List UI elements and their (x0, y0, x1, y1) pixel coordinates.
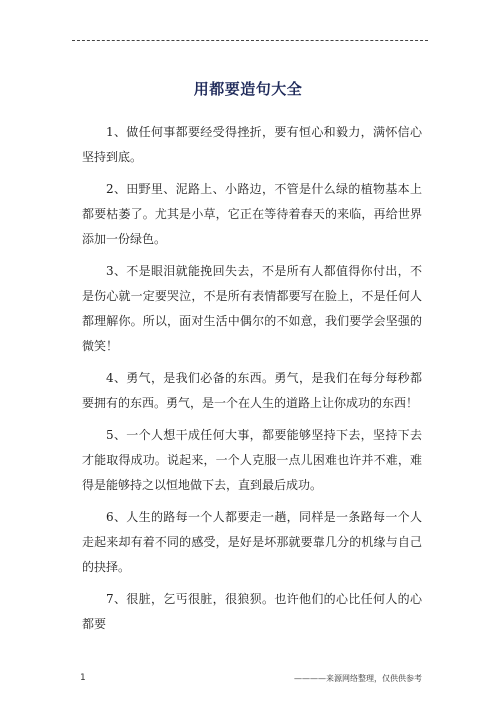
footer-page-number: 1 (80, 673, 86, 683)
document-title: 用都要造句大全 (193, 80, 303, 98)
paragraph-2: 2、田野里、泥路上、小路边，不管是什么绿的植物基本上都要枯萎了。尤其是小草，它正在等待着春天的来临，再给世界添加一份绿色。 (82, 182, 422, 246)
header-dashed-rule (72, 40, 428, 41)
paragraph-6: 6、人生的路每一个人都要走一趟，同样是一条路每一个人走起来却有着不同的感受，是好是坏那就要靠几分的机缘与自己的抉择。 (82, 510, 422, 574)
paragraph-4: 4、勇气，是我们必备的东西。勇气，是我们在每分每秒都要拥有的东西。勇气，是一个在人生的道路上让你成功的东西！ (82, 371, 422, 410)
paragraph-5: 5、一个人想干成任何大事，都要能够坚持下去，坚持下去才能取得成功。说起来，一个人克服一点儿困难也许并不难，难得是能够持之以恒地做下去，直到最后成功。 (82, 428, 422, 492)
paragraph-3: 3、不是眼泪就能挽回失去，不是所有人都值得你付出，不是伤心就一定要哭泣，不是所有表情都要写在脸上，不是任何人都理解你。所以，面对生活中偶尔的不如意，我们要学会坚强的微笑！ (82, 264, 422, 353)
paragraph-7: 7、很脏，乞丐很脏，很狼狈。也许他们的心比任何人的心都要 (82, 592, 422, 631)
paragraph-1: 1、做任何事都要经受得挫折，要有恒心和毅力，满怀信心坚持到底。 (82, 125, 422, 164)
footer-source-note: ————来源网络整理，仅供供参考 (294, 674, 422, 683)
document-body (82, 120, 422, 644)
